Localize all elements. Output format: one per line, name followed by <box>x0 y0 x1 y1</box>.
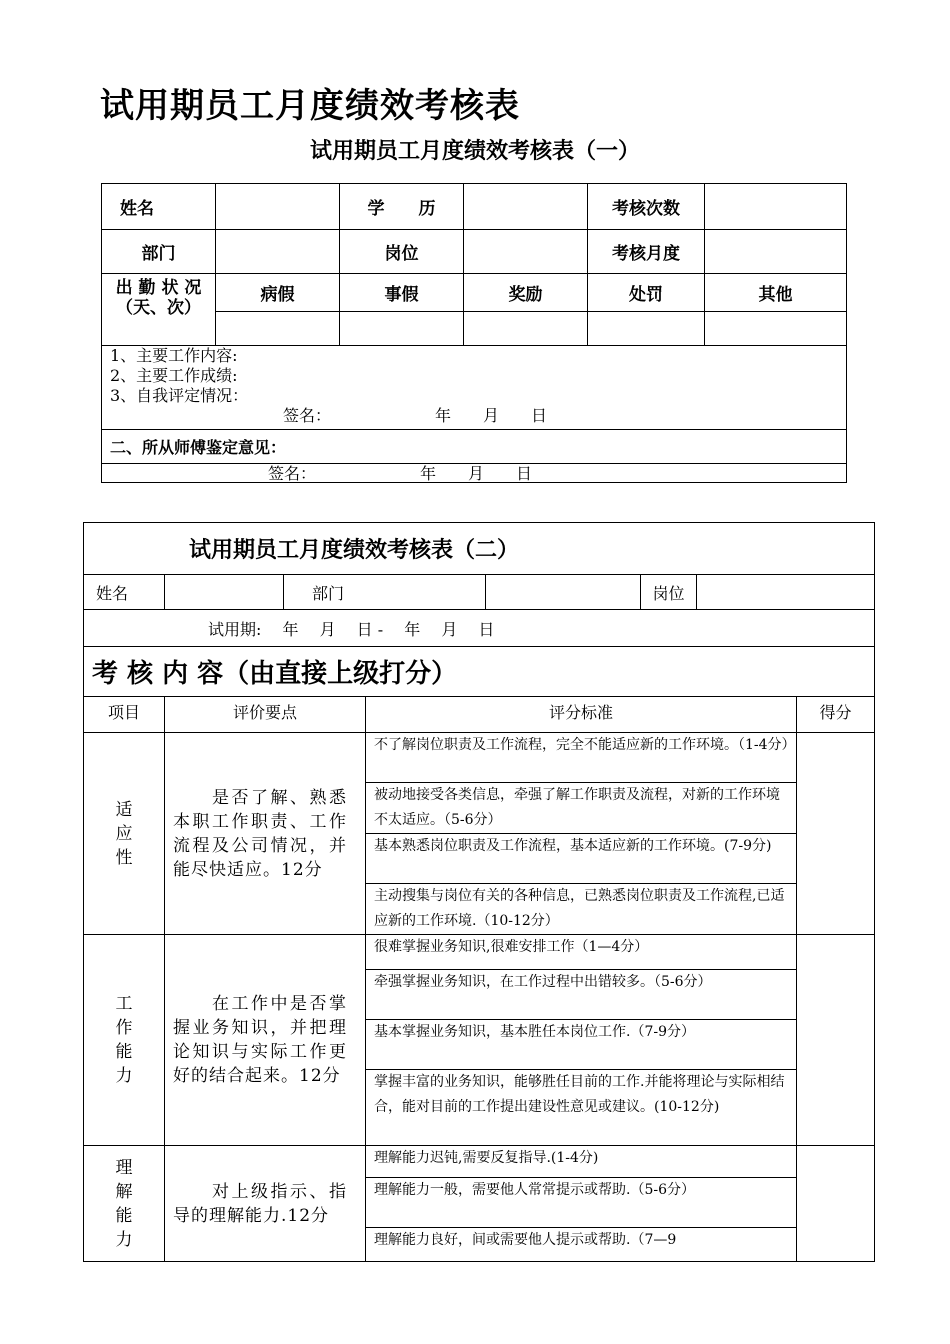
personal-leave-label: 事假 <box>340 274 464 312</box>
form2-title: 试用期员工月度绩效考核表（二） <box>84 523 875 575</box>
work-results-label: 2、主要工作成绩: <box>110 366 238 385</box>
other-label: 其他 <box>705 274 847 312</box>
education-label: 学 历 <box>340 184 464 230</box>
review-month-field[interactable] <box>705 230 847 274</box>
form2-dept-label: 部门 <box>284 575 366 610</box>
header-point: 评价要点 <box>165 697 366 733</box>
header-score: 得分 <box>797 697 875 733</box>
self-sign-line: 签名： 年 月 日 <box>283 406 548 425</box>
item-work-ability: 工 作 能 力 <box>84 935 165 1146</box>
sick-leave-label: 病假 <box>216 274 340 312</box>
criteria-row: 牵强掌握业务知识，在工作过程中出错较多。（5-6分） <box>366 970 797 1020</box>
criteria-row: 不了解岗位职责及工作流程，完全不能适应新的工作环境。（1-4分） <box>366 733 797 783</box>
point-adaptability: 是否了解、熟悉本职工作职责、工作流程及公司情况，并能尽快适应。12分 <box>165 733 366 935</box>
attendance-label-line2: （天、次） <box>116 298 201 318</box>
criteria-row: 主动搜集与岗位有关的各种信息，已熟悉岗位职责及工作流程,已适应新的工作环境.（10-12分） <box>366 884 797 935</box>
penalty-label: 处罚 <box>588 274 705 312</box>
mentor-sign-line: 签名： 年 月 日 <box>102 464 847 483</box>
penalty-field[interactable] <box>588 312 705 346</box>
form2-name-label: 姓名 <box>84 575 165 610</box>
attendance-label-line1: 出 勤 状 况 <box>115 278 202 298</box>
section-heading: 考 核 内 容（由直接上级打分） <box>84 647 875 697</box>
mentor-opinion-label: 二、所从师傅鉴定意见： <box>102 430 847 464</box>
header-item: 项目 <box>84 697 165 733</box>
form2-name-field[interactable] <box>165 575 284 610</box>
form2-dept-field[interactable] <box>486 575 641 610</box>
reward-field[interactable] <box>464 312 588 346</box>
header-criteria: 评分标准 <box>366 697 797 733</box>
point-work-ability: 在工作中是否掌握业务知识，并把理论知识与实际工作更好的结合起来。12分 <box>165 935 366 1146</box>
point-comprehension: 对上级指示、指导的理解能力.12分 <box>165 1146 366 1262</box>
item-adaptability: 适 应 性 <box>84 733 165 935</box>
name-field[interactable] <box>216 184 340 230</box>
criteria-row: 掌握丰富的业务知识，能够胜任目前的工作.并能将理论与实际相结合，能对目前的工作提出建设性意见或建议。(10-12分) <box>366 1070 797 1146</box>
criteria-row: 理解能力迟钝,需要反复指导.(1-4分) <box>366 1146 797 1178</box>
sick-leave-field[interactable] <box>216 312 340 346</box>
education-field[interactable] <box>464 184 588 230</box>
work-content-label: 1、主要工作内容: <box>110 346 238 365</box>
criteria-row: 基本掌握业务知识，基本胜任本岗位工作.（7-9分） <box>366 1020 797 1070</box>
name-label: 姓名 <box>102 184 216 230</box>
form1-table <box>101 183 847 483</box>
criteria-row: 基本熟悉岗位职责及工作流程，基本适应新的工作环境。(7-9分) <box>366 834 797 884</box>
personal-leave-field[interactable] <box>340 312 464 346</box>
review-month-label: 考核月度 <box>588 230 705 274</box>
score-work-ability[interactable] <box>797 935 875 1146</box>
self-report-cell[interactable] <box>102 346 847 430</box>
document-title: 试用期员工月度绩效考核表 <box>100 86 520 126</box>
criteria-row: 被动地接受各类信息，牵强了解工作职责及流程，对新的工作环境不太适应。（5-6分） <box>366 783 797 834</box>
reward-label: 奖励 <box>464 274 588 312</box>
form2-position-field[interactable] <box>697 575 875 610</box>
dept-field[interactable] <box>216 230 340 274</box>
review-count-field[interactable] <box>705 184 847 230</box>
position-label: 岗位 <box>340 230 464 274</box>
score-adaptability[interactable] <box>797 733 875 935</box>
form2-position-label: 岗位 <box>641 575 697 610</box>
score-comprehension[interactable] <box>797 1146 875 1262</box>
other-field[interactable] <box>705 312 847 346</box>
probation-period[interactable]: 试用期: 年 月 日 - 年 月 日 <box>84 610 875 647</box>
criteria-row: 理解能力一般，需要他人常常提示或帮助.（5-6分） <box>366 1178 797 1228</box>
dept-label: 部门 <box>102 230 216 274</box>
criteria-row: 很难掌握业务知识,很难安排工作（1—4分） <box>366 935 797 970</box>
review-count-label: 考核次数 <box>588 184 705 230</box>
position-field[interactable] <box>464 230 588 274</box>
attendance-label <box>102 274 216 346</box>
form1-title: 试用期员工月度绩效考核表（一） <box>309 139 640 164</box>
form2-table <box>83 522 875 1262</box>
item-comprehension: 理 解 能 力 <box>84 1146 165 1262</box>
criteria-row: 理解能力良好，间或需要他人提示或帮助.（7—9 <box>366 1228 797 1262</box>
self-eval-label: 3、自我评定情况： <box>110 386 249 405</box>
